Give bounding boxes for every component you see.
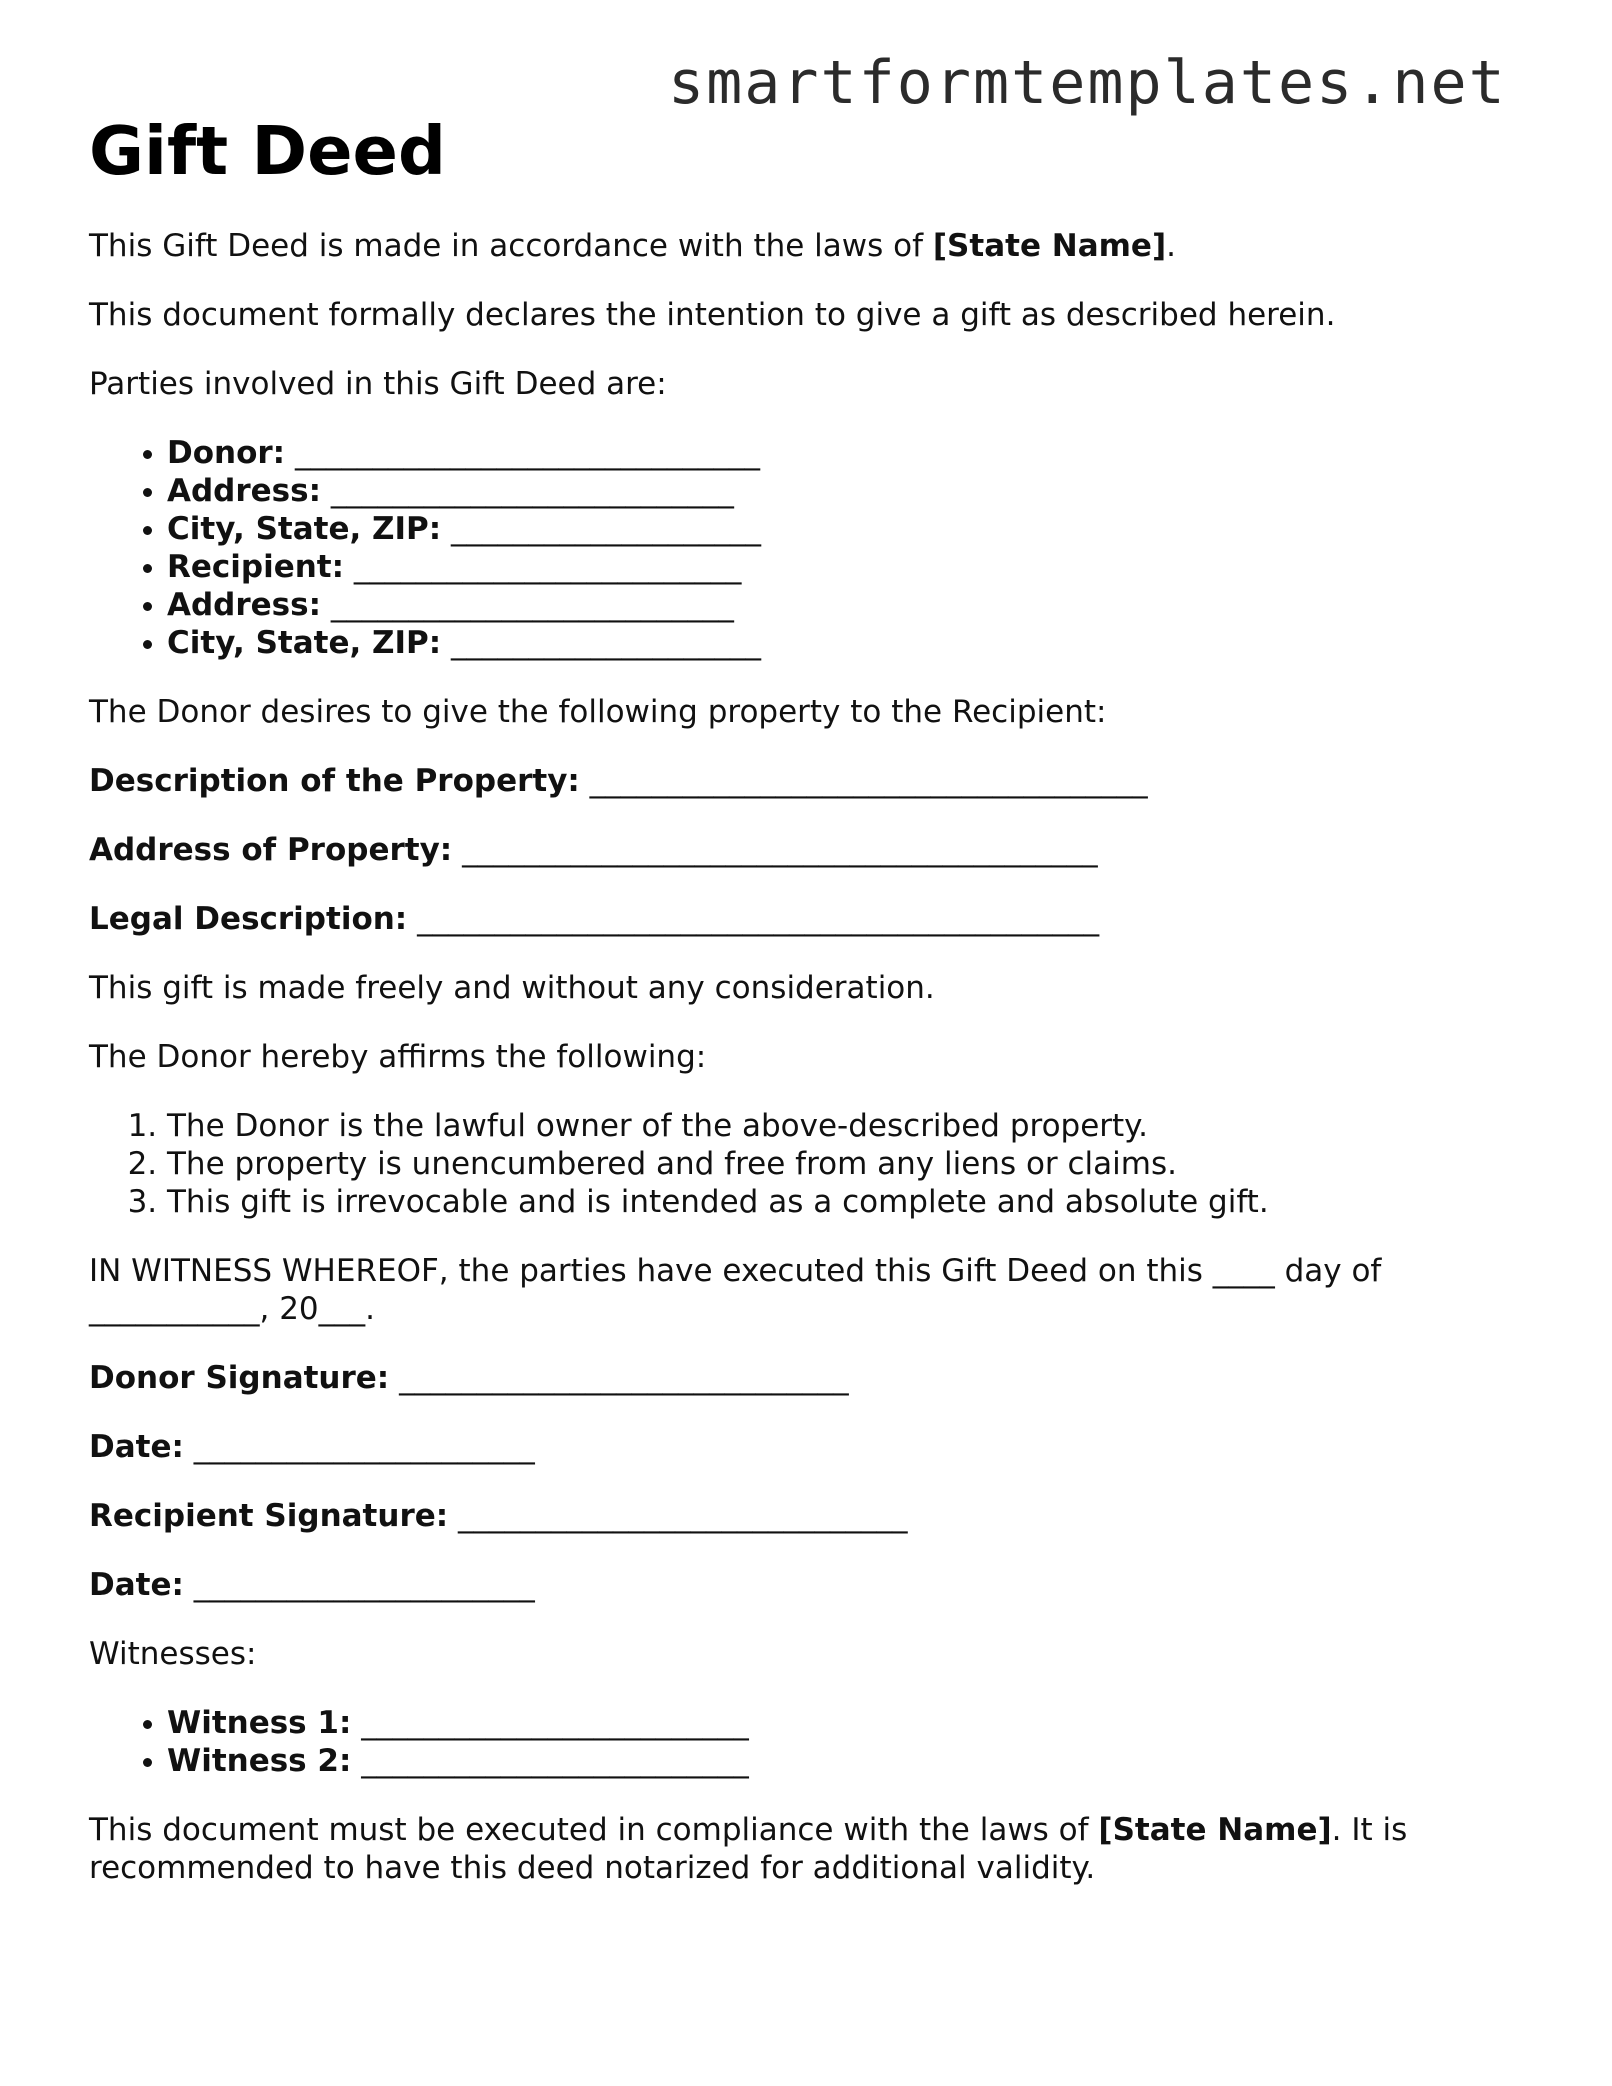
closing-state-name-placeholder: [State Name] <box>1098 1812 1332 1848</box>
witnesses-list <box>89 1704 1539 1780</box>
property-description-blank[interactable]: ____________________________________ <box>589 763 1148 799</box>
property-description-line <box>89 762 1539 800</box>
recipient-signature-label: Recipient Signature: <box>89 1498 449 1534</box>
property-lead: The Donor desires to give the following property to the Recipient: <box>89 694 1107 730</box>
donor-label: Donor: <box>167 435 286 471</box>
parties-heading: Parties involved in this Gift Deed are: <box>89 366 667 402</box>
governing-law-paragraph <box>89 227 1539 265</box>
witness-1-label: Witness 1: <box>167 1705 352 1741</box>
list-item <box>167 472 1539 510</box>
document-body <box>89 227 1539 1918</box>
witnesses-heading: Witnesses: <box>89 1636 257 1672</box>
witness-clause-line2: ___________, 20___. <box>89 1291 376 1327</box>
state-name-placeholder: [State Name] <box>932 228 1167 264</box>
site-watermark: smartformtemplates.net <box>668 48 1507 118</box>
donor-address-blank[interactable]: __________________________ <box>330 473 734 509</box>
donor-date-blank[interactable]: ______________________ <box>193 1429 535 1465</box>
recipient-date-label: Date: <box>89 1567 184 1603</box>
witness-2-blank[interactable]: _________________________ <box>361 1743 749 1779</box>
list-item <box>167 1742 1539 1780</box>
affirm-heading: The Donor hereby affirms the following: <box>89 1039 707 1075</box>
witness-2-label: Witness 2: <box>167 1743 352 1779</box>
recipient-city-blank[interactable]: ____________________ <box>451 625 762 661</box>
governing-law-text: This Gift Deed is made in accordance with the laws of <box>89 228 933 264</box>
list-item <box>167 624 1539 662</box>
donor-signature-line <box>89 1359 1539 1397</box>
witness-clause-line1: IN WITNESS WHEREOF, the parties have executed this Gift Deed on this ____ day of <box>89 1253 1382 1289</box>
donor-city-blank[interactable]: ____________________ <box>451 511 762 547</box>
recipient-date-line <box>89 1566 1539 1604</box>
property-description-label: Description of the Property: <box>89 763 580 799</box>
legal-description-label: Legal Description: <box>89 901 408 937</box>
recipient-date-blank[interactable]: ______________________ <box>193 1567 535 1603</box>
list-item <box>167 548 1539 586</box>
property-address-line <box>89 831 1539 869</box>
document-title: Gift Deed <box>89 112 446 190</box>
donor-city-label: City, State, ZIP: <box>167 511 442 547</box>
list-item <box>167 586 1539 624</box>
recipient-address-label: Address: <box>167 587 321 623</box>
list-item: 3. This gift is irrevocable and is intended as a complete and absolute gift. <box>167 1183 1539 1221</box>
affirmations-list <box>89 1107 1539 1221</box>
legal-description-line <box>89 900 1539 938</box>
recipient-address-blank[interactable]: __________________________ <box>330 587 734 623</box>
donor-signature-label: Donor Signature: <box>89 1360 390 1396</box>
list-item: 1. The Donor is the lawful owner of the above-described property. <box>167 1107 1539 1145</box>
recipient-signature-blank[interactable]: _____________________________ <box>458 1498 908 1534</box>
parties-list <box>89 434 1539 662</box>
property-address-blank[interactable]: _________________________________________ <box>462 832 1098 868</box>
recipient-signature-line <box>89 1497 1539 1535</box>
donor-blank[interactable]: ______________________________ <box>294 435 760 471</box>
legal-description-blank[interactable]: ____________________________________________ <box>417 901 1100 937</box>
closing-text-suffix: . It is recommended to have this deed notarized for additional validity. <box>89 1812 1408 1886</box>
consideration-paragraph: This gift is made freely and without any consideration. <box>89 970 935 1006</box>
donor-signature-blank[interactable]: _____________________________ <box>399 1360 849 1396</box>
list-item <box>167 434 1539 472</box>
governing-law-period: . <box>1166 228 1176 264</box>
recipient-blank[interactable]: _________________________ <box>353 549 742 585</box>
closing-paragraph <box>89 1811 1539 1887</box>
closing-text-prefix: This document must be executed in compliance with the laws of <box>89 1812 1099 1848</box>
declaration-paragraph: This document formally declares the intention to give a gift as described herein. <box>89 297 1336 333</box>
witness-1-blank[interactable]: _________________________ <box>361 1705 749 1741</box>
list-item <box>167 510 1539 548</box>
property-address-label: Address of Property: <box>89 832 453 868</box>
list-item <box>167 1704 1539 1742</box>
donor-address-label: Address: <box>167 473 321 509</box>
recipient-city-label: City, State, ZIP: <box>167 625 442 661</box>
list-item: 2. The property is unencumbered and free from any liens or claims. <box>167 1145 1539 1183</box>
witness-clause <box>89 1252 1539 1328</box>
recipient-label: Recipient: <box>167 549 345 585</box>
donor-date-line <box>89 1428 1539 1466</box>
donor-date-label: Date: <box>89 1429 184 1465</box>
